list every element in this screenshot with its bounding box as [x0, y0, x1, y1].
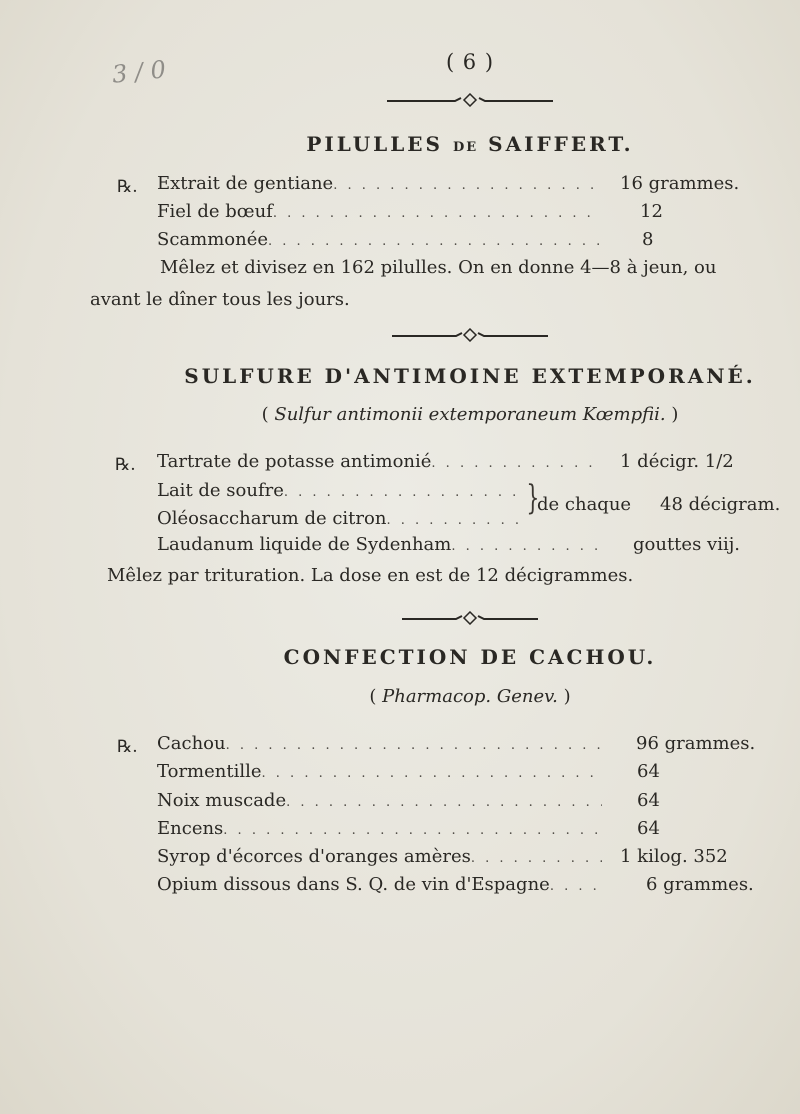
ingredient-row: Scammonée . . . [157, 229, 599, 250]
recipe-symbol: ℞. [117, 177, 138, 197]
ornament-divider [0, 610, 800, 629]
ingredient-quantity: 8 [642, 229, 654, 250]
page-number: ( 6 ) [445, 50, 495, 74]
ingredient-row: Noix muscade . . . [157, 790, 602, 811]
margin-handwritten-note: 3 / 0 [110, 55, 168, 89]
ingredient-quantity: 12 [640, 201, 663, 222]
ingredient-row: Lait de soufre . . . [157, 480, 525, 501]
ingredient-row: Syrop d'écorces d'oranges amères . . . [157, 846, 602, 867]
section-title-sulfure: SULFURE D'ANTIMOINE EXTEMPORANÉ. [184, 364, 756, 388]
ingredient-quantity: 1 décigr. 1/2 [620, 451, 734, 472]
ingredient-row: Oléosaccharum de citron . . . [157, 508, 525, 529]
section-title-confection: CONFECTION DE CACHOU. [283, 645, 657, 669]
ingredient-row: Fiel de bœuf . . . [157, 201, 599, 222]
ingredient-row: Tormentille . . . [157, 761, 602, 782]
section-subtitle: ( Pharmacop. Genev. ) [369, 686, 571, 707]
recipe-symbol: ℞. [115, 455, 136, 475]
brace-quantity: 48 décigram. [660, 494, 781, 515]
ingredient-row: Cachou . . . [157, 733, 602, 754]
ingredient-row: Encens . . . [157, 818, 602, 839]
ornament-divider [0, 327, 800, 346]
section-title-pilulles: PILULLES DE SAIFFERT. [306, 132, 634, 156]
recipe-symbol: ℞. [117, 737, 138, 757]
ingredient-row: Extrait de gentiane . . . [157, 173, 599, 194]
ingredient-row: Opium dissous dans S. Q. de vin d'Espagne . . . [157, 874, 602, 895]
ingredient-quantity: 96 grammes. [636, 733, 756, 754]
brace-label: de chaque [537, 494, 632, 515]
ingredient-quantity: 64 [637, 761, 660, 782]
ornament-divider [0, 92, 800, 111]
ingredient-quantity: 6 grammes. [646, 874, 754, 895]
instructions-paragraph: Mêlez par trituration. La dose en est de 12 décigrammes. [107, 565, 634, 586]
brace: } [526, 478, 540, 518]
ingredient-quantity: 64 [637, 790, 660, 811]
ingredient-row: Tartrate de potasse antimonié . . . [157, 451, 602, 472]
instructions-paragraph: Mêlez et divisez en 162 pilulles. On en donne 4—8 à jeun, ou avant le dîner tous les jours. [90, 257, 717, 310]
ingredient-quantity: gouttes viij. [633, 534, 741, 555]
ingredient-quantity: 1 kilog. 352 [620, 846, 728, 867]
ingredient-quantity: 64 [637, 818, 660, 839]
ingredient-row: Laudanum liquide de Sydenham . . . [157, 534, 602, 555]
section-subtitle: ( Sulfur antimonii extemporaneum Kœmpfii. ) [261, 404, 679, 425]
ingredient-quantity: 16 grammes. [620, 173, 740, 194]
